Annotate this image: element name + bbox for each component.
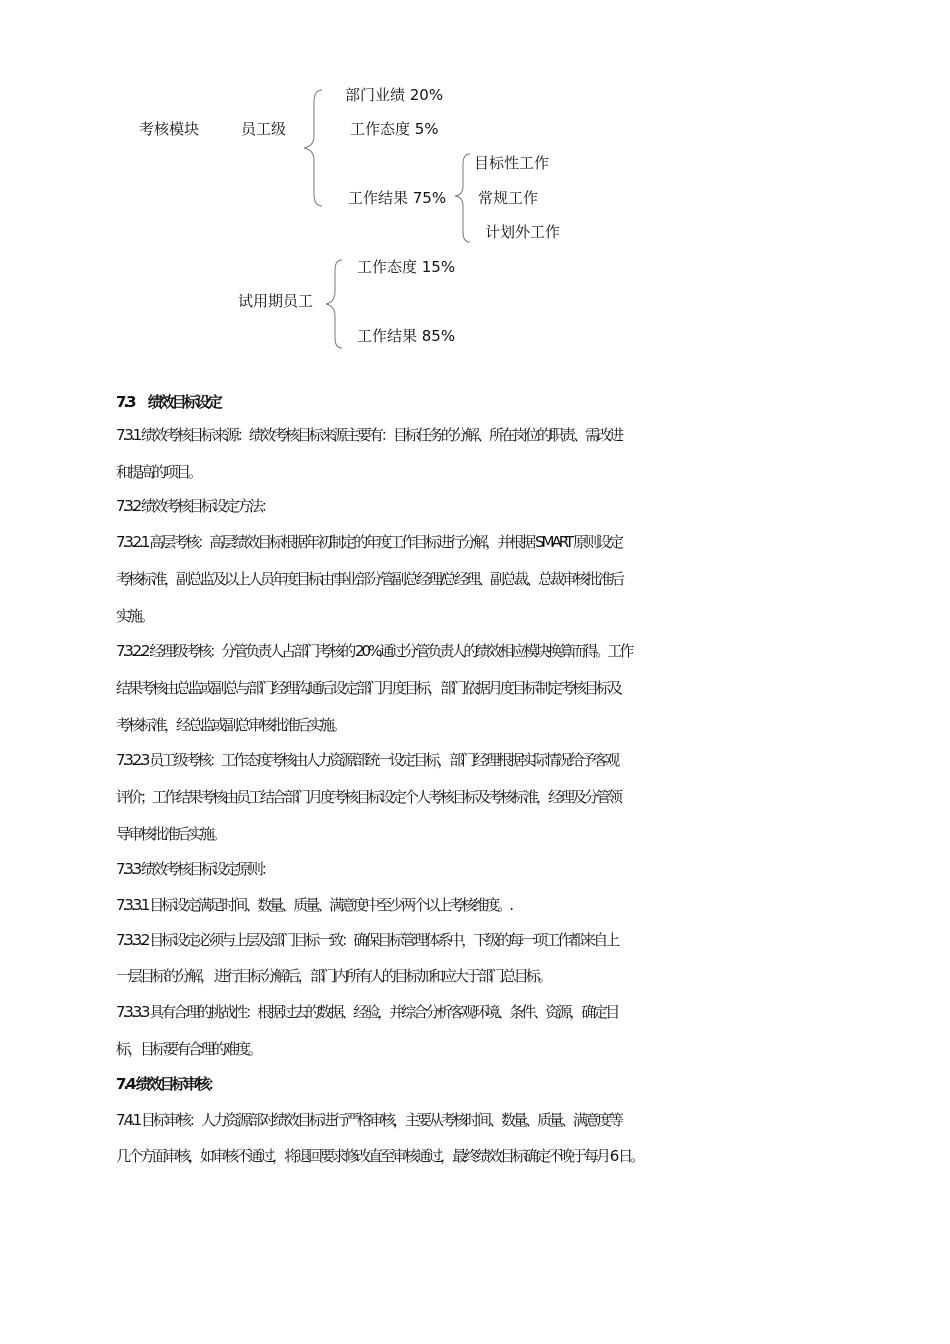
section-heading-7-4: 7.4 绩效目标审核： xyxy=(116,1075,220,1093)
paragraph-line: 考核标准，经总监或副总审核批准后实施。 xyxy=(116,716,345,734)
paragraph-line: 7.4.1 目标审核：人力资源部对绩效目标进行严格审核，主要从考核时间、数量、质量、满意度等 xyxy=(116,1111,621,1129)
targeted-work-label: 目标性工作 xyxy=(474,154,550,172)
paragraph-line: 一层目标的分解， 进行目标分解后，部门内所有人的目标加和应大于部门总目标。 xyxy=(116,967,550,985)
section-heading-7-3: 7.3 绩效目标设定 xyxy=(116,393,220,411)
employee-level-brace xyxy=(300,88,330,210)
work-attitude-5-label: 工作态度 5% xyxy=(350,120,439,138)
paragraph-line: 7.3.3.1 目标设定满足时间、数量、质量、满意度中至少两个以上考核维度。. xyxy=(116,896,512,914)
employee-level-label: 员工级 xyxy=(241,120,287,138)
paragraph-line: 7.3.2.1 高层考核：高层绩效目标根据年初制定的年度工作目标进行分解，并根据 SMART 原则设定 xyxy=(116,533,622,551)
paragraph-line: 7.3.2 绩效考核目标设定方法： xyxy=(116,497,273,515)
probation-employee-label: 试用期员工 xyxy=(238,292,314,310)
paragraph-line: 7.3.3.2 目标设定必须与上层及部门目标一致：确保目标管理体系中，下级的每一项工作都来自上 xyxy=(116,931,618,949)
paragraph-line: 7.3.3 绩效考核目标设定原则： xyxy=(116,860,273,878)
work-result-brace xyxy=(452,152,476,244)
routine-work-label: 常规工作 xyxy=(478,189,539,207)
paragraph-line: 评价；工作结果考核由员工结合部门月度考核目标设定个人考核目标及考核标准，经理及分管领 xyxy=(116,788,621,806)
dept-performance-label: 部门业绩 20% xyxy=(345,86,444,104)
paragraph-line: 导审核批准后实施。 xyxy=(116,825,225,843)
probation-brace xyxy=(322,258,348,352)
work-result-85-label: 工作结果 85% xyxy=(357,327,456,345)
work-attitude-15-label: 工作态度 15% xyxy=(357,258,456,276)
paragraph-line: 7.3.1 绩效考核目标来源：绩效考核目标来源主要有：目标任务的分解、所在岗位的职责、需改进 xyxy=(116,426,621,444)
work-result-75-label: 工作结果 75% xyxy=(348,189,447,207)
paragraph-line: 7.3.2.3 员工级考核：工作态度考核由人力资源部统一设定目标，部门经理根据实际情况给予客观 xyxy=(116,751,618,769)
diagram-root-label: 考核模块 xyxy=(139,120,200,138)
paragraph-line: 考核标准，副总监及以上人员年度目标由事业部分管副总经理/总经理、副总裁、总裁审核批准后 xyxy=(116,570,623,588)
paragraph-line: 和提高的项目。 xyxy=(116,463,201,481)
paragraph-line: 7.3.2.2 经理级考核：分管负责人占部门考核的 20%通过分管负责人的绩效相应模块换算而得。工作 xyxy=(116,642,632,660)
paragraph-line: 实施。 xyxy=(116,607,153,625)
paragraph-line: 7.3.3.3 具有合理的挑战性：根据过去的数据、经验，并综合分析客观环境、条件、资源，确定目 xyxy=(116,1003,618,1021)
paragraph-line: 结果考核由总监或副总与部门经理沟通后设定部门月度目标，部门依据月度目标制定考核目标及 xyxy=(116,679,621,697)
paragraph-line: 几个方面审核，如审核不通过，将退回要求修改直至审核通过，最终绩效目标确定不晚于每月 6 日。 xyxy=(116,1147,643,1165)
paragraph-line: 标，目标要有合理的难度。 xyxy=(116,1040,261,1058)
unplanned-work-label: 计划外工作 xyxy=(485,223,561,241)
